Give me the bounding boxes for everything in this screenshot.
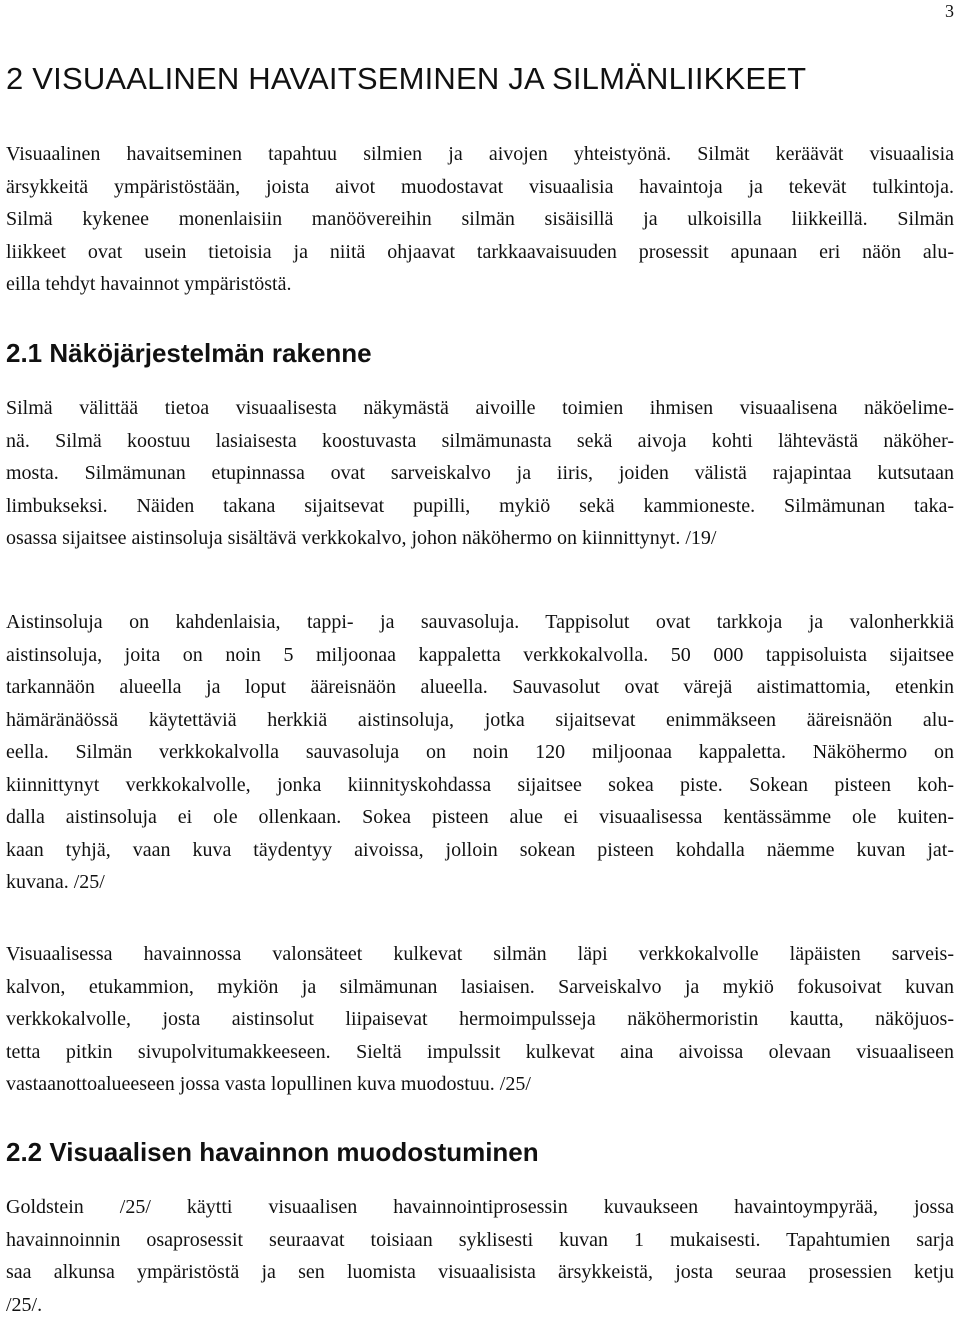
page-number: 3	[945, 1, 954, 21]
text-line: /25/.	[6, 1293, 43, 1316]
paragraph-perception-cycle	[6, 1191, 954, 1321]
text-line: eella. Silmän verkkokalvolla sauvasoluja on noin 120 miljoonaa kappaletta. Näköhermo on	[6, 741, 954, 763]
text-line: liikkeet ovat usein tietoisia ja niitä ohjaavat tarkkaavaisuuden prosessit apunaan eri näön alu-	[6, 240, 954, 263]
text-line: hämäränäössä käytettäviä herkkiä aistinsoluja, jotka sijaitsevat enimmäkseen ääreisnäön alu-	[6, 708, 954, 731]
text-line: nä. Silmä koostuu lasiaisesta koostuvasta silmämunasta sekä aivoja kohti lähtevästä näköher-	[6, 429, 954, 452]
intro-paragraph	[6, 138, 954, 301]
text-line: Aistinsoluja on kahdenlaisia, tappi- ja sauvasoluja. Tappisolut ovat tarkkoja ja valonherkkiä	[6, 611, 954, 633]
text-line: havainnoinnin osaprosessit seuraavat toisiaan syklisesti kuvan 1 mukaisesti. Tapahtumien sarja	[6, 1228, 954, 1251]
text-line: Silmä välittää tietoa visuaalisesta näkymästä aivoille toimien ihmisen visuaalisena näköelime-	[6, 397, 954, 419]
text-line: saa alkunsa ympäristöstä ja sen luomista visuaalisista ärsykkeistä, josta seuraa prosessien ketju	[6, 1261, 954, 1283]
text-line: Visuaalinen havaitseminen tapahtuu silmien ja aivojen yhteistyönä. Silmät keräävät visuaalisia	[6, 143, 954, 165]
text-line: Goldstein /25/ käytti visuaalisen havainnointiprosessin kuvaukseen havaintoympyrää, jossa	[6, 1196, 954, 1218]
text-line: tetta pitkin sivupolvitumakkeeseen. Sieltä impulssit kulkevat aina aivoissa olevaan visuaaliseen	[6, 1040, 954, 1063]
text-line: limbukseksi. Näiden takana sijaitsevat pupilli, mykiö sekä kammioneste. Silmämunan taka-	[6, 494, 954, 517]
text-line: vastaanottoalueeseen jossa vasta lopullinen kuva muodostuu. /25/	[6, 1073, 531, 1095]
text-line: ärsykkeitä ympäristöstään, joista aivot muodostavat visuaalisia havaintoja ja tekevät tulkintoja.	[6, 175, 954, 198]
text-line: aistinsoluja, joita on noin 5 miljoonaa kappaletta verkkokalvolla. 50 000 tappisoluista sijaitsee	[6, 643, 954, 666]
text-line: kalvon, etukammion, mykiön ja silmämunan lasiaisen. Sarveiskalvo ja mykiö fokusoivat kuvan	[6, 975, 954, 998]
text-line: Silmä kykenee monenlaisiin manöövereihin silmän sisäisillä ja ulkoisilla liikkeillä. Silmän	[6, 208, 954, 230]
text-line: Visuaalisessa havainnossa valonsäteet kulkevat silmän läpi verkkokalvolle läpäisten sarveis-	[6, 943, 954, 965]
paragraph-photoreceptors	[6, 606, 954, 899]
subsection-title-2-2: 2.2 Visuaalisen havainnon muodostuminen	[6, 1137, 539, 1167]
subsection-title-2-1: 2.1 Näköjärjestelmän rakenne	[6, 338, 372, 368]
paragraph-visual-pathway	[6, 938, 954, 1101]
paragraph-eye-structure	[6, 392, 954, 555]
text-line: kaan tyhjä, vaan kuva täydentyy aivoissa, jolloin sokean pisteen kohdalla näemme kuvan jat-	[6, 838, 954, 861]
text-line: eilla tehdyt havainnot ympäristöstä.	[6, 273, 292, 295]
section-title: 2 VISUAALINEN HAVAITSEMINEN JA SILMÄNLIIKKEET	[6, 61, 807, 96]
text-line: kiinnittynyt verkkokalvolle, jonka kiinnityskohdassa sijaitsee sokea piste. Sokean pisteen koh-	[6, 773, 954, 796]
text-line: kuvana. /25/	[6, 871, 105, 893]
text-line: osassa sijaitsee aistinsoluja sisältävä verkkokalvo, johon näköhermo on kiinnittynyt. /19/	[6, 527, 717, 549]
text-line: tarkannäön alueella ja loput ääreisnäön alueella. Sauvasolut ovat värejä aistimattomia, etenkin	[6, 676, 954, 698]
text-line: dalla aistinsoluja ei ole ollenkaan. Sokea pisteen alue ei visuaalisessa kentässämme ole kuiten-	[6, 806, 954, 828]
text-line: mosta. Silmämunan etupinnassa ovat sarveiskalvo ja iiris, joiden välistä rajapintaa kutsutaan	[6, 462, 954, 484]
text-line: verkkokalvolle, josta aistinsolut liipaisevat hermoimpulsseja näköhermoristin kautta, näköjuos-	[6, 1008, 954, 1030]
